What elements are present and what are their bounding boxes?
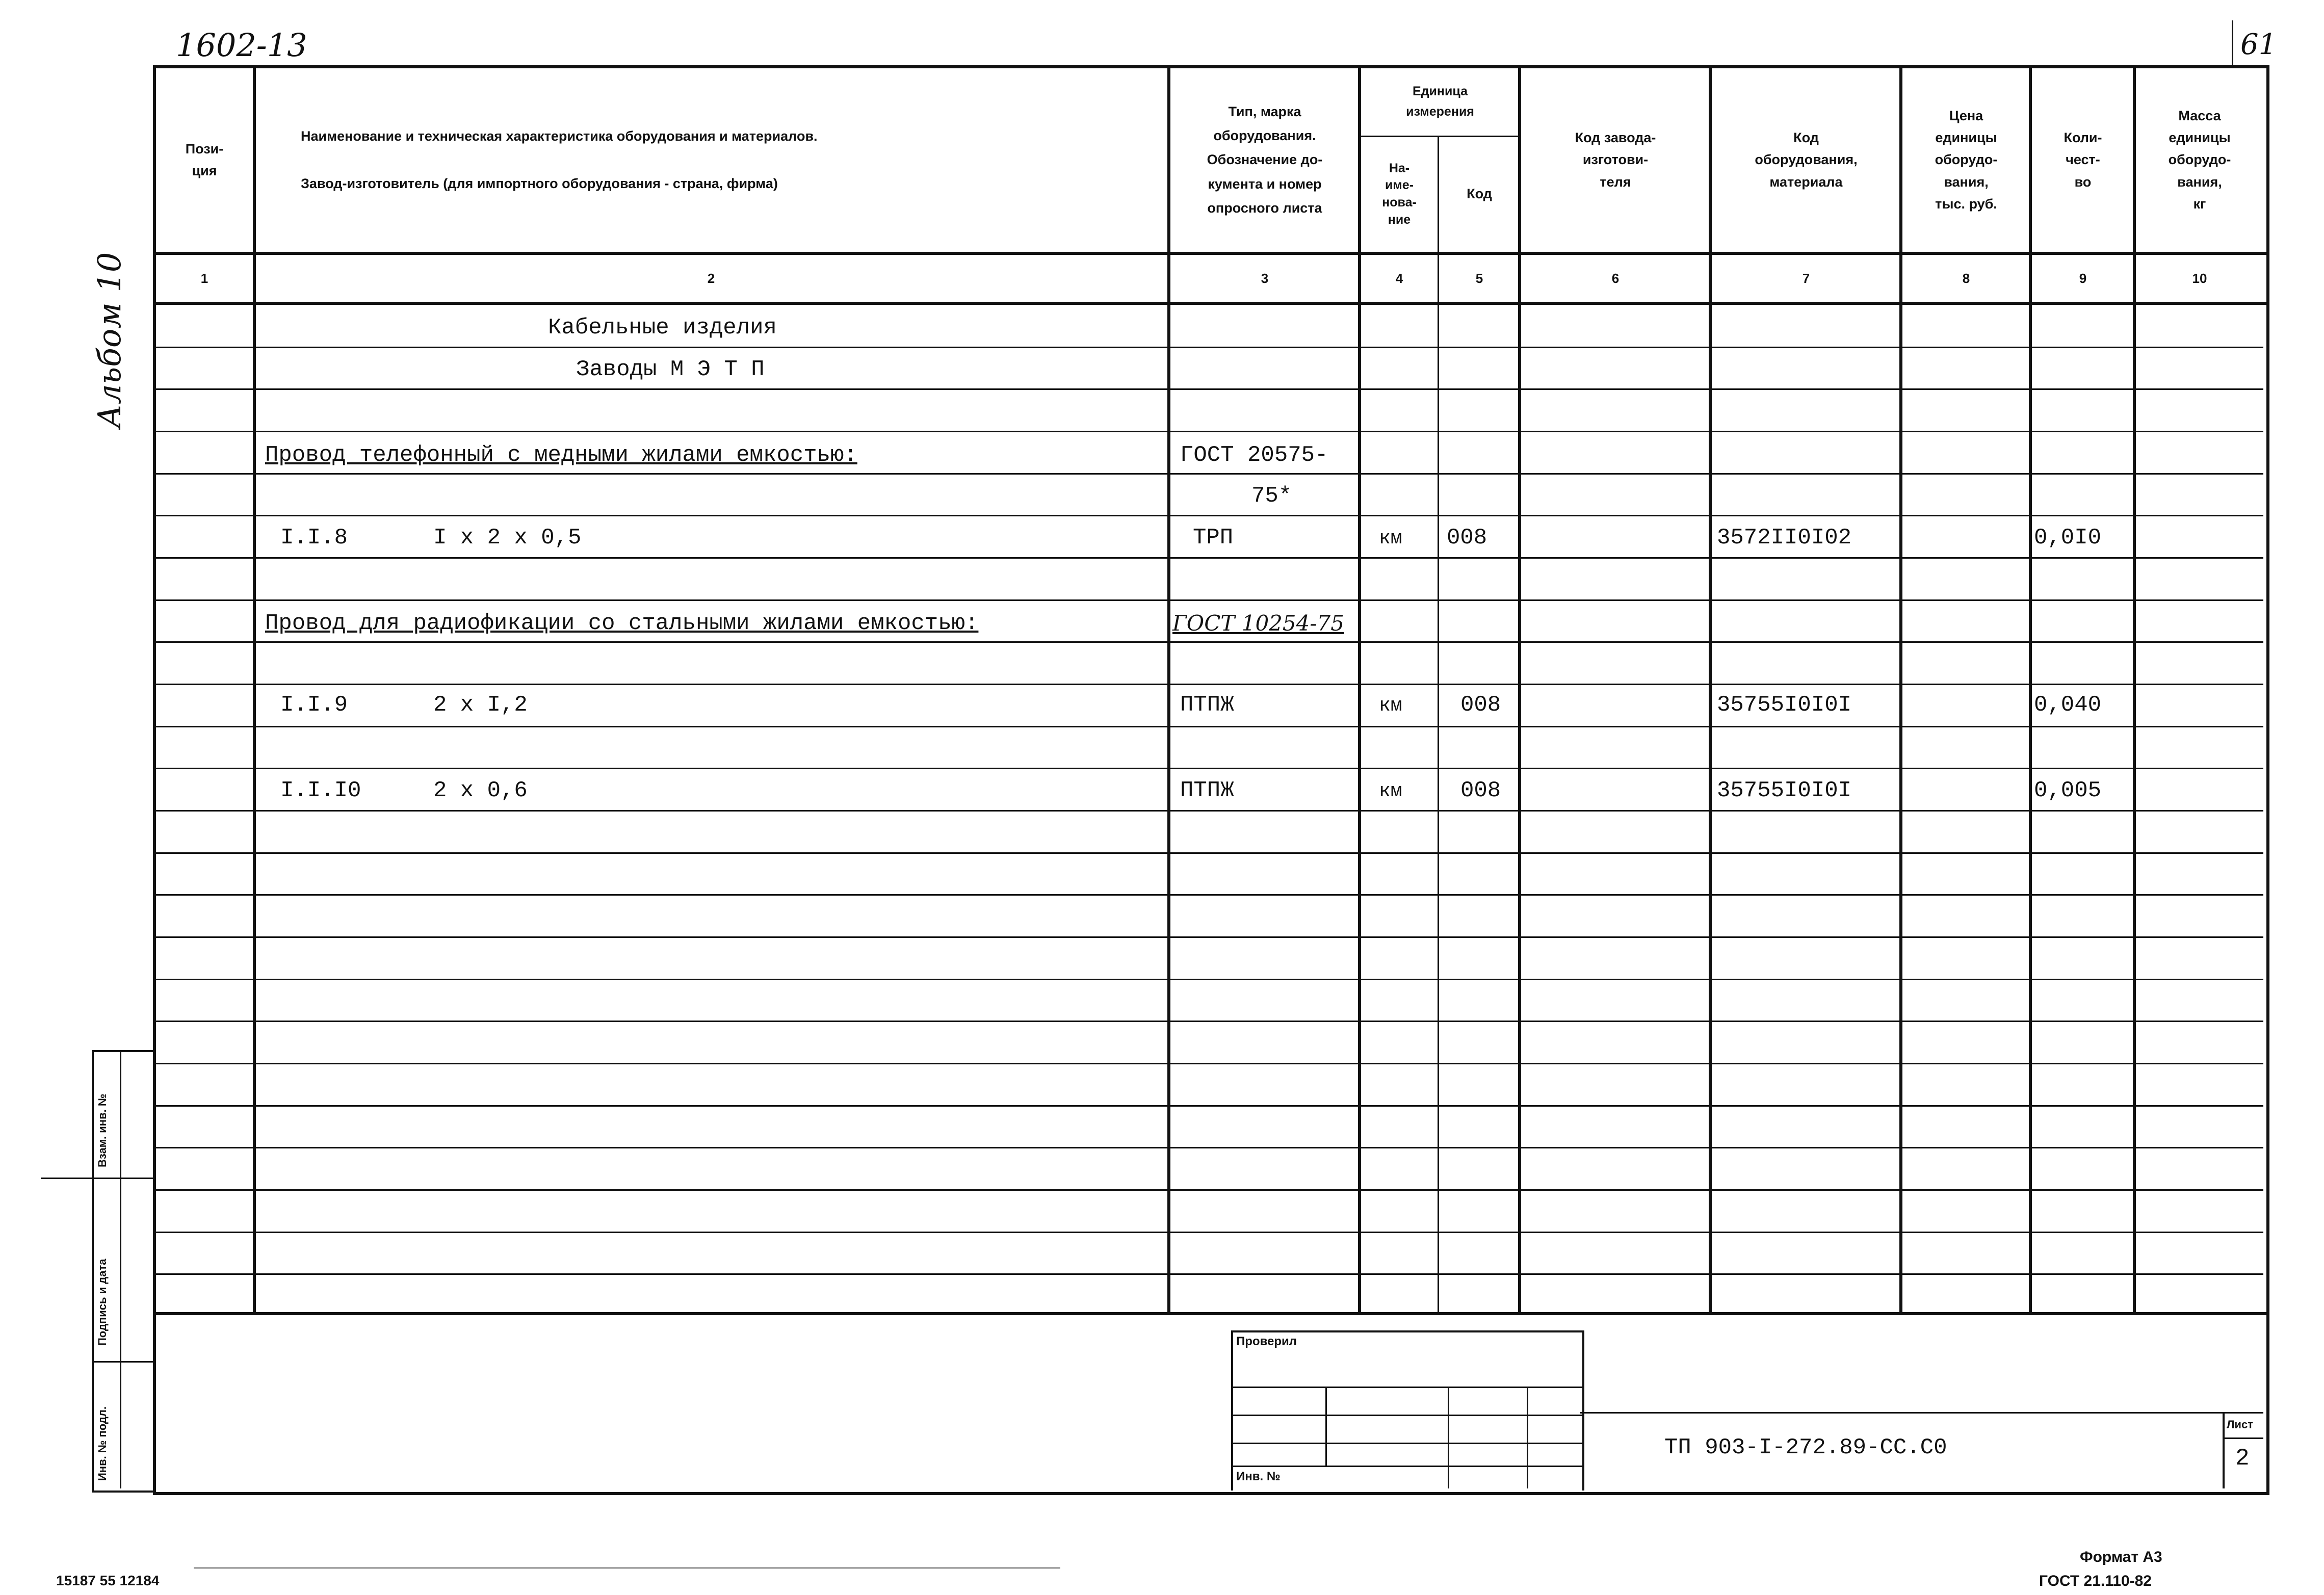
body-rule [156,388,2263,390]
item-position: I.I.9 [280,692,348,718]
header-factory-code: Код завода- изготови- теля [1575,130,1656,190]
approval-rule [1527,1387,1528,1488]
approval-rule [1231,1415,1582,1416]
header-position: Пози- ция [185,141,224,178]
approval-rule [1448,1387,1449,1488]
sheet-number: 2 [2235,1445,2250,1472]
item-spec: 2 x I,2 [433,692,528,718]
stamp-divider [92,1178,153,1179]
body-rule [156,810,2263,812]
section-subtitle: Заводы М Э Т П [576,357,765,382]
table-bottom-rule [153,1312,2266,1315]
body-rule [156,684,2263,685]
body-rule [156,1232,2263,1233]
body-rule [156,852,2263,854]
item-unit: км [1379,528,1402,550]
item-spec: I x 2 x 0,5 [433,525,582,551]
designation-rule [1580,1412,2263,1414]
item-unit-code: 008 [1447,525,1487,551]
colnum-6: 6 [1611,270,1620,286]
body-rule [156,515,2263,516]
col-line [1899,68,1902,1312]
album-label: Альбом 10 [91,252,128,428]
checked-label: Проверил [1236,1335,1297,1348]
header-material-code: Код оборудования, материала [1755,130,1858,190]
item-material-code: 3572II0I02 [1717,525,1852,551]
item-type: ТРП [1193,525,1234,551]
item-material-code: 35755I0I0I [1717,778,1852,803]
item-unit-code: 008 [1460,778,1501,803]
body-rule [156,726,2263,727]
item-quantity: 0,005 [2034,778,2102,803]
footer-standard: ГОСТ 21.110-82 [2039,1573,2152,1589]
approval-rule [1231,1466,1582,1467]
stamp-label-replace: Взам. инв. № [96,1093,109,1167]
col-line [253,68,256,1312]
header-unit-code: Код [1467,186,1492,202]
item-spec: 2 x 0,6 [433,778,528,803]
margin-tick [41,1178,92,1179]
item-unit-code: 008 [1460,692,1501,718]
group-description: Провод для радиофикации со стальными жилами емкостью: [265,611,979,636]
approval-rule [1231,1387,1582,1388]
page-number: 61 [2240,28,2277,61]
sheet-label: Лист [2227,1418,2253,1431]
colnum-3: 3 [1261,270,1269,286]
inv-label: Инв. № [1236,1470,1281,1483]
item-position: I.I.8 [280,525,348,551]
body-rule [156,1021,2263,1022]
header-name-line2: Завод-изготовитель (для импортного оборудования - страна, фирма) [301,176,778,191]
item-position: I.I.I0 [280,778,361,803]
body-rule [156,1105,2263,1107]
col-line [1518,68,1521,1312]
colnum-bottom-rule [153,302,2266,305]
header-mass: Масса единицы оборудо- вания, кг [2168,108,2231,212]
group-standard-cont: 75* [1251,483,1292,509]
col-line [1709,68,1712,1312]
approval-rule [1231,1443,1582,1444]
body-rule [156,936,2263,938]
body-rule [156,641,2263,643]
colnum-2: 2 [707,270,715,286]
item-unit: км [1379,695,1402,717]
header-name-line1: Наименование и техническая характеристика оборудования и материалов. [301,128,818,144]
header-quantity: Коли- чест- во [2064,130,2102,190]
col-line [2029,68,2032,1312]
header-unit-group: Единица измерения [1406,84,1474,119]
document-code: 1602-13 [176,27,307,64]
body-rule [156,1189,2263,1191]
footer-left-code: 15187 55 12184 [56,1573,160,1588]
footer-dash-rule [194,1567,1060,1568]
group-standard: ГОСТ 10254-75 [1172,611,1344,636]
body-rule [156,894,2263,896]
approval-rule [1325,1387,1327,1466]
colnum-8: 8 [1962,270,1970,286]
item-type: ПТПЖ [1180,778,1234,803]
body-rule [156,347,2263,348]
section-title: Кабельные изделия [548,315,777,341]
body-rule [156,473,2263,475]
col-line [2133,68,2136,1312]
unit-group-rule [1360,136,1519,137]
body-rule [156,1273,2263,1275]
header-price: Цена единицы оборудо- вания, тыс. руб. [1935,108,1998,212]
col-line [1438,136,1439,1312]
item-quantity: 0,040 [2034,692,2102,718]
sheet-rule [2223,1437,2263,1439]
header-type: Тип, марка оборудования. Обозначение до- кумента и номер опросного листа [1207,103,1323,216]
col-line [1358,68,1361,1312]
stamp-divider [92,1361,153,1363]
colnum-7: 7 [1802,270,1810,286]
colnum-9: 9 [2079,270,2087,286]
body-rule [156,1147,2263,1148]
header-name [255,68,1167,252]
header-unit-name: На- име- нова- ние [1382,161,1417,227]
item-type: ПТПЖ [1180,692,1234,718]
footer-format: Формат А3 [2080,1549,2162,1565]
body-rule [156,979,2263,980]
stamp-label-sign: Подпись и дата [96,1259,109,1346]
stamp-divider [120,1050,121,1488]
colnum-10: 10 [2192,270,2207,286]
group-description: Провод телефонный с медными жилами емкостью: [265,442,857,468]
body-rule [156,768,2263,769]
body-rule [156,557,2263,559]
item-quantity: 0,0I0 [2034,525,2102,551]
item-material-code: 35755I0I0I [1717,692,1852,718]
colnum-1: 1 [200,270,208,286]
colnum-5: 5 [1475,270,1483,286]
col-line [1167,68,1170,1312]
colnum-4: 4 [1395,270,1403,286]
item-unit: км [1379,780,1402,802]
stamp-label-inv: Инв. № подл. [96,1406,109,1481]
page-number-divider [2232,20,2233,66]
body-rule [156,431,2263,432]
group-standard: ГОСТ 20575- [1180,442,1328,468]
document-designation: ТП 903-I-272.89-СС.С0 [1664,1435,1947,1460]
body-rule [156,1063,2263,1064]
body-rule [156,599,2263,601]
